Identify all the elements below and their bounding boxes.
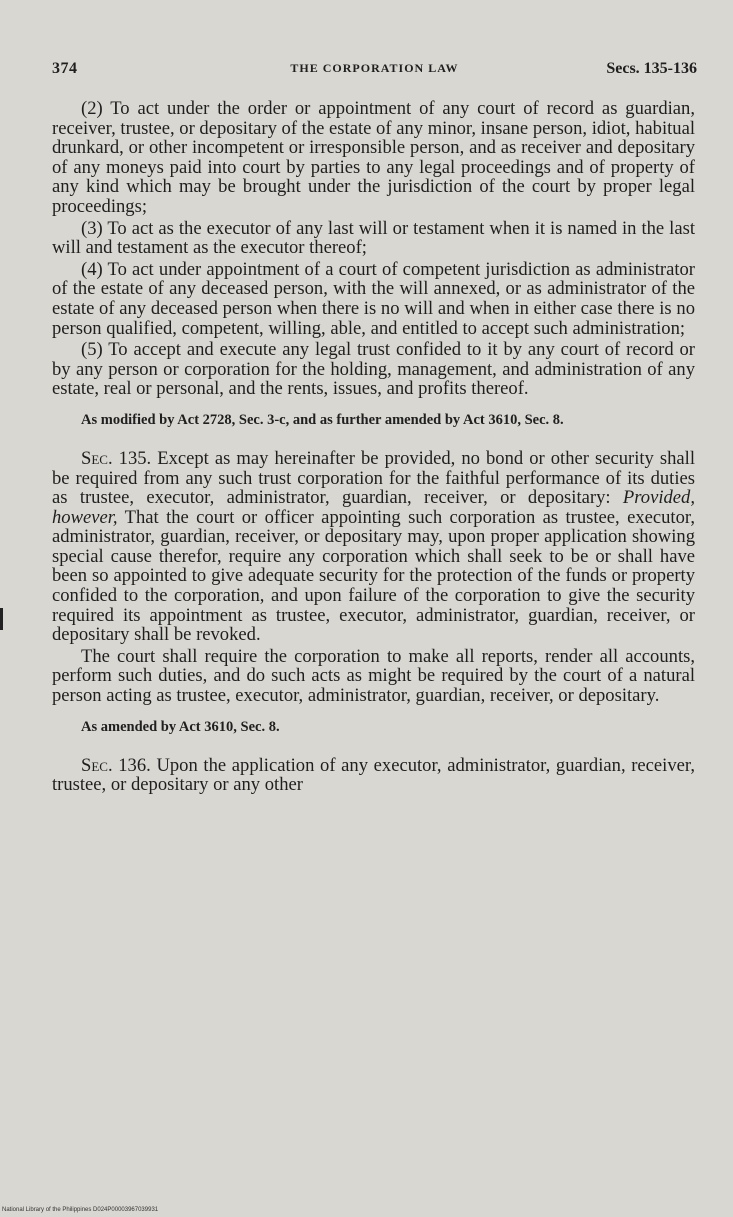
page-number: 374 [52, 60, 78, 77]
amendment-note-2: As amended by Act 3610, Sec. 8. [81, 718, 280, 735]
scan-edge-mark [0, 608, 3, 630]
running-title: THE CORPORATION LAW [290, 61, 459, 75]
section-range: Secs. 135-136 [606, 60, 697, 77]
paragraph-5: (5) To accept and execute any legal trust confided to it by any court of record or by any person or corporation for the holding, management, and administration of any estate, real or personal, and the rents, issues, and profits thereof. [52, 339, 695, 400]
paragraph-3: (3) To act as the executor of any last will or testament when it is named in the last will and testament as the executor thereof; [52, 217, 695, 259]
section-135-label: Sec. [81, 447, 113, 469]
section-136-label: Sec. [81, 754, 113, 776]
paragraph-2: (2) To act under the order or appointment of any court of record as guardian, receiver, trustee, or depositary of the estate of any minor, insane person, idiot, habitual drunkard, or other incompetent or irresponsible person, and as receiver and depositary of any moneys paid into court by parties to any legal proceedings and of property of any kind which may be brought under the jurisdiction of the court by proper legal proceedings; [52, 98, 695, 217]
section-135-proviso: Provided, however, [52, 487, 695, 528]
amendment-note-1: As modified by Act 2728, Sec. 3-c, and as further amended by Act 3610, Sec. 8. [81, 411, 564, 428]
body-text [52, 99, 695, 795]
section-136 [52, 756, 695, 795]
page-header [52, 60, 697, 82]
section-135-text-a: 135. Except as may hereinafter be provided, no bond or other security shall be required from any such trust corporation for the faithful performance of its duties as trustee, executor, administrator, guardian, receiver, or depositary: [52, 447, 695, 509]
section-135-text-b: That the court or officer appointing such corporation as trustee, executor, administrator, guardian, receiver, or depositary may, upon proper application showing special cause therefor, require any corporation which shall seek to be or shall have been so appointed to give adequate security for the protection of the funds or property confided to the corporation, and upon failure of the corporation to give the security required its appointment as trustee, executor, administrator, guardian, receiver, or depositary shall be revoked. [52, 506, 695, 646]
section-136-text: 136. Upon the application of any executor, administrator, guardian, receiver, trustee, or depositary or any other [52, 754, 695, 796]
library-footer: National Library of the Philippines D024P00003967039931 [2, 1207, 159, 1213]
paragraph-4: (4) To act under appointment of a court of competent jurisdiction as administrator of the estate of any deceased person, with the will annexed, or as administrator of the estate of any deceased person when there is no will and when in either case there is no person qualified, competent, willing, able, and entitled to accept such administration; [52, 258, 695, 339]
section-135-paragraph-2: The court shall require the corporation to make all reports, render all accounts, perform such duties, and do such acts as might be required by the court of a natural person acting as trustee, executor, administrator, guardian, receiver, or depositary. [52, 645, 695, 707]
section-135 [52, 449, 695, 645]
